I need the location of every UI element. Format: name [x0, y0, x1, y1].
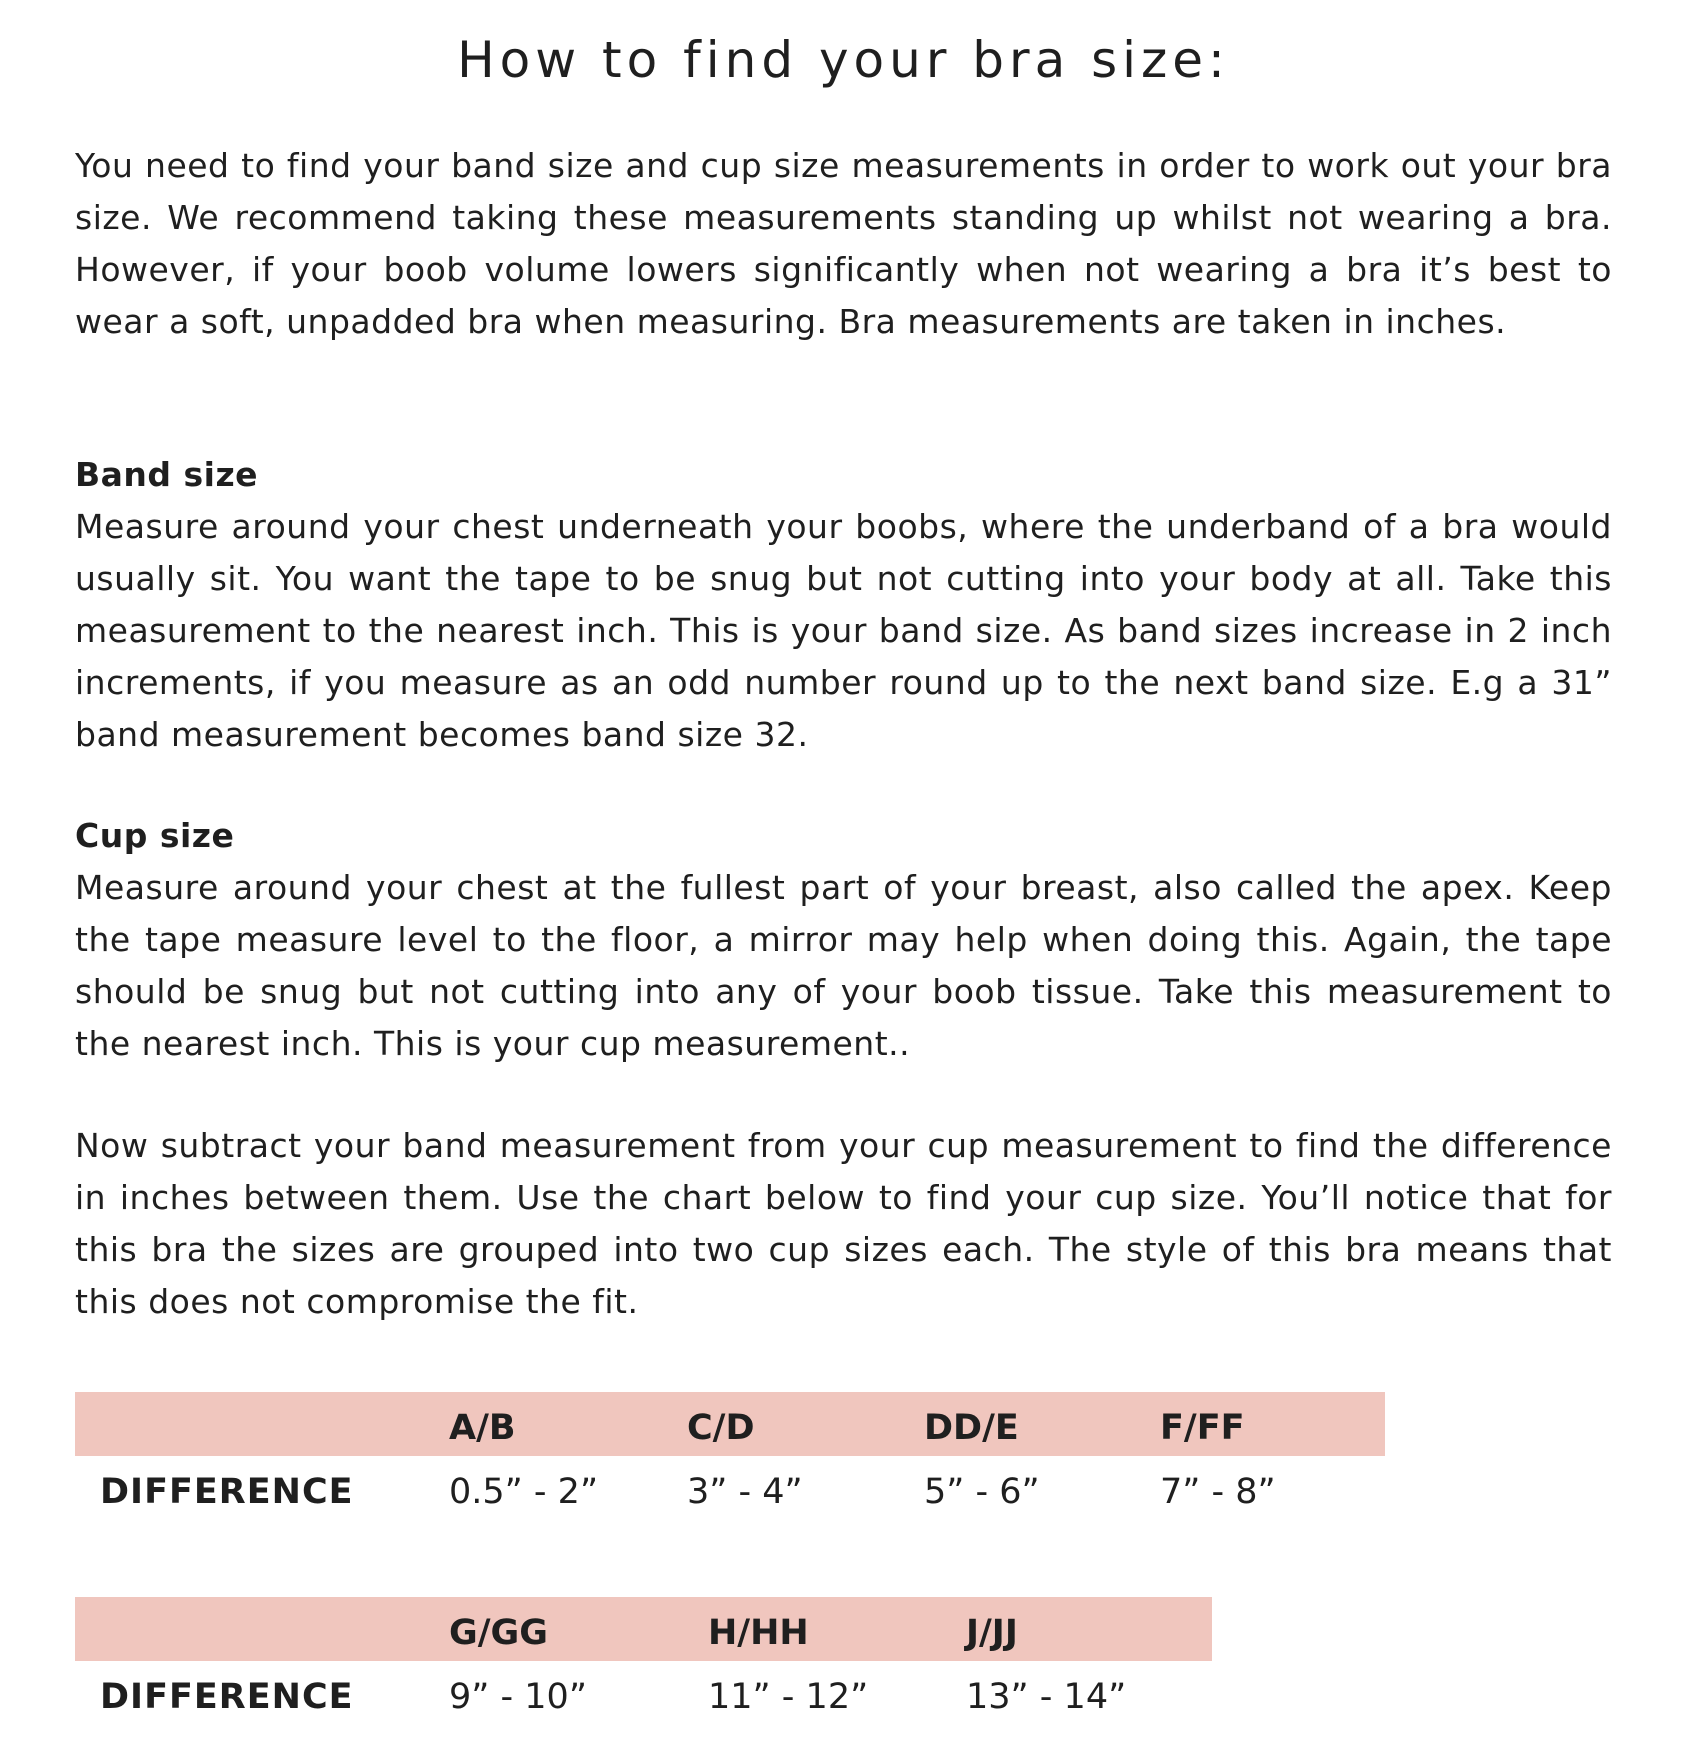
cup-size-table-2: [75, 1597, 1212, 1725]
band-size-section: [75, 449, 1612, 761]
table-header-row: [75, 1392, 1385, 1456]
table-header-row: [75, 1597, 1212, 1661]
difference-value: 13” - 14”: [966, 1677, 1127, 1717]
intro-paragraph: You need to find your band size and cup size measurements in order to work out your bra size. We recommend taking these measurements standing up whilst not wearing a bra. However, if your boob volume lowers significantly when not wearing a bra it’s best to wear a soft, unpadded bra when measuring. Bra measurements are taken in inches.: [75, 146, 1612, 341]
cup-size-table-1: [75, 1392, 1385, 1520]
difference-value: 7” - 8”: [1160, 1472, 1276, 1512]
cup-size-heading: Cup size: [75, 816, 235, 855]
table-row: [75, 1456, 1385, 1520]
cup-size-header: F/FF: [1160, 1408, 1245, 1448]
page-title: How to find your bra size:: [457, 31, 1230, 89]
difference-value: 5” - 6”: [924, 1472, 1040, 1512]
content: [75, 0, 1612, 1321]
cup-size-header: G/GG: [449, 1613, 548, 1653]
cup-size-header: C/D: [687, 1408, 755, 1448]
difference-value: 11” - 12”: [708, 1677, 869, 1717]
cup-size-text: Measure around your chest at the fullest part of your breast, also called the apex. Keep the tape measure level to the floor, a mirror may help when doing this. Again, the tape should be snug but not cutting into any of your boob tissue. Take this measurement to the nearest inch. This is your cup measurement..: [75, 868, 1612, 1063]
cup-size-section: [75, 810, 1612, 1070]
cup-size-header: H/HH: [708, 1613, 809, 1653]
difference-value: 3” - 4”: [687, 1472, 803, 1512]
cup-size-header: DD/E: [924, 1408, 1019, 1448]
difference-label: DIFFERENCE: [100, 1677, 354, 1717]
cup-size-header: A/B: [449, 1408, 516, 1448]
difference-value: 9” - 10”: [449, 1677, 587, 1717]
table-row: [75, 1661, 1212, 1725]
difference-label: DIFFERENCE: [100, 1472, 354, 1512]
band-size-text: Measure around your chest underneath your boobs, where the underband of a bra would usually sit. You want the tape to be snug but not cutting into your body at all. Take this measurement to the nearest inch. This is your band size. As band sizes increase in 2 inch increments, if you measure as an odd number round up to the next band size. E.g a 31” band measurement becomes band size 32.: [75, 507, 1612, 754]
cup-size-header: J/JJ: [966, 1613, 1018, 1653]
difference-value: 0.5” - 2”: [449, 1472, 599, 1512]
band-size-heading: Band size: [75, 455, 259, 494]
difference-paragraph: Now subtract your band measurement from your cup measurement to find the difference in inches between them. Use the chart below to find your cup size. You’ll notice that for this bra the sizes are grouped into two cup sizes each. The style of this bra means that this does not compromise the fit.: [75, 1126, 1612, 1321]
